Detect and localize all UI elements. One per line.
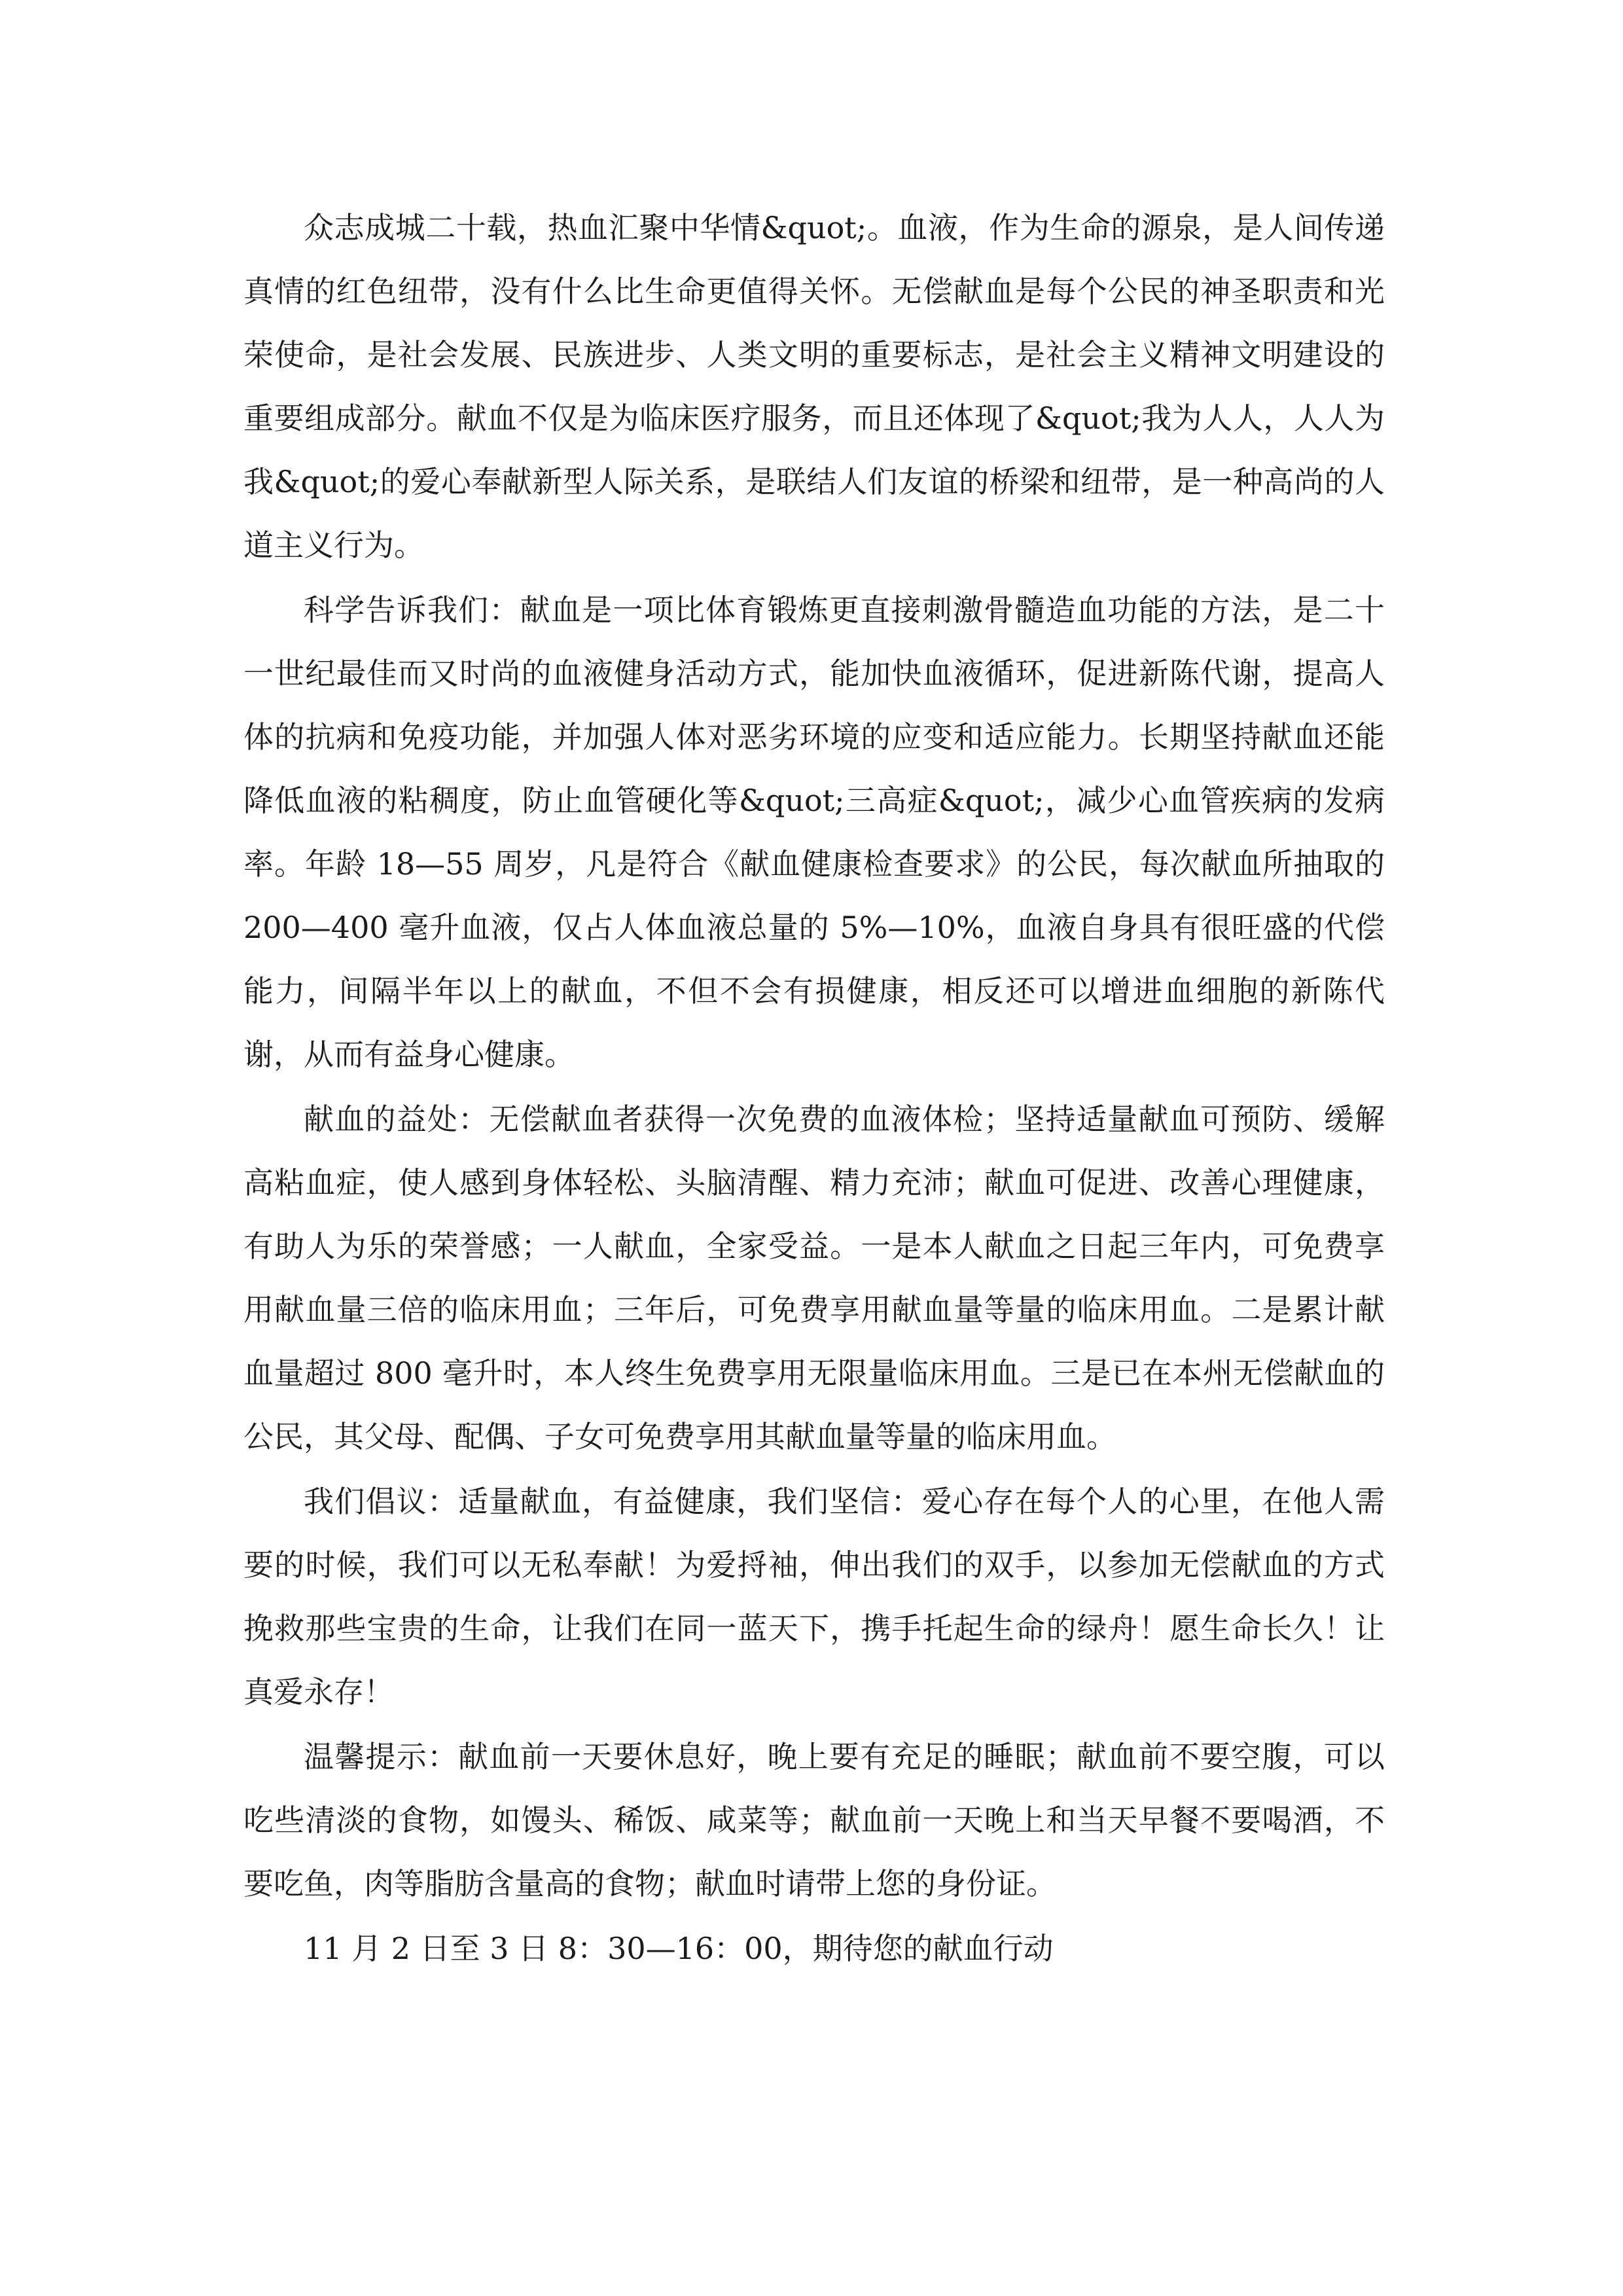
- paragraph-tips: 温馨提示：献血前一天要休息好，晚上要有充足的睡眠；献血前不要空腹，可以吃些清淡的食物，如馒头、稀饭、咸菜等；献血前一天晚上和当天早餐不要喝酒，不要吃鱼，肉等脂肪含量高的食物；献血时请带上您的身份证。: [243, 1739, 1385, 1901]
- paragraph-schedule: 11 月 2 日至 3 日 8：30—16：00，期待您的献血行动: [304, 1931, 1054, 1966]
- paragraph-proposal: 我们倡议：适量献血，有益健康，我们坚信：爱心存在每个人的心里，在他人需要的时候，我们可以无私奉献！为爱捋袖，伸出我们的双手，以参加无偿献血的方式挽救那些宝贵的生命，让我们在同一蓝天下，携手托起生命的绿舟！愿生命长久！让真爱永存！: [243, 1484, 1385, 1710]
- paragraph-benefits: 献血的益处：无偿献血者获得一次免费的血液体检；坚持适量献血可预防、缓解高粘血症，使人感到身体轻松、头脑清醒、精力充沛；献血可促进、改善心理健康，有助人为乐的荣誉感；一人献血，全家受益。一是本人献血之日起三年内，可免费享用献血量三倍的临床用血；三年后，可免费享用献血量等量的临床用血。二是累计献血量超过 800 毫升时，本人终生免费享用无限量临床用血。三是已在本州无偿献血的公民，其父母、配偶、子女可免费享用其献血量等量的临床用血。: [243, 1102, 1385, 1454]
- document-body: [243, 196, 1385, 1982]
- paragraph-science: 科学告诉我们：献血是一项比体育锻炼更直接刺激骨髓造血功能的方法，是二十一世纪最佳而又时尚的血液健身活动方式，能加快血液循环，促进新陈代谢，提高人体的抗病和免疫功能，并加强人体对恶劣环境的应变和适应能力。长期坚持献血还能降低血液的粘稠度，防止血管硬化等&quot;三高症&quot;，减少心血管疾病的发病率。年龄 18—55 周岁，凡是符合《献血健康检查要求》的公民，每次献血所抽取的 200—400 毫升血液，仅占人体血液总量的 5%—10%，血液自身具有很旺盛的代偿能力，间隔半年以上的献血，不但不会有损健康，相反还可以增进血细胞的新陈代谢，从而有益身心健康。: [243, 592, 1385, 1072]
- paragraph-intro: 众志成城二十载，热血汇聚中华情&quot;。血液，作为生命的源泉，是人间传递真情的红色纽带，没有什么比生命更值得关怀。无偿献血是每个公民的神圣职责和光荣使命，是社会发展、民族进步、人类文明的重要标志，是社会主义精神文明建设的重要组成部分。献血不仅是为临床医疗服务，而且还体现了&quot;我为人人，人人为我&quot;的爱心奉献新型人际关系，是联结人们友谊的桥梁和纽带，是一种高尚的人道主义行为。: [243, 210, 1385, 563]
